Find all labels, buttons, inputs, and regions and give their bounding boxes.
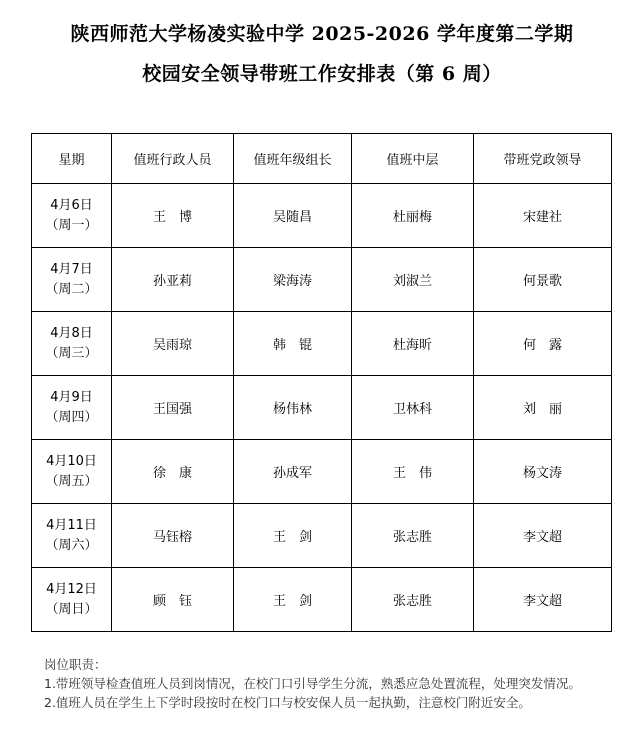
date-label: 4月6日 (50, 197, 93, 213)
party-leader-cell: 刘 丽 (474, 376, 612, 440)
title-line-1: 陕西师范大学杨凌实验中学 2025-2026 学年度第二学期 (70, 23, 574, 45)
date-label: 4月9日 (50, 389, 93, 405)
party-leader-cell: 何景歌 (474, 248, 612, 312)
header-grade-leader: 值班年级组长 (234, 134, 352, 184)
party-leader-cell: 宋建社 (474, 184, 612, 248)
middle-manager-cell: 刘淑兰 (352, 248, 474, 312)
middle-manager-cell: 张志胜 (352, 504, 474, 568)
grade-leader-cell: 吴随昌 (234, 184, 352, 248)
notes-item: 2.值班人员在学生上下学时段按时在校门口与校安保人员一起执勤，注意校门附近安全。 (44, 695, 531, 710)
grade-leader-cell: 杨伟林 (234, 376, 352, 440)
date-cell (32, 184, 112, 248)
duty-responsibilities (44, 655, 614, 712)
title-line-2: 校园安全领导带班工作安排表（第 6 周） (142, 63, 502, 85)
admin-staff-cell: 王国强 (112, 376, 234, 440)
grade-leader-cell: 韩 锟 (234, 312, 352, 376)
date-label: 4月11日 (46, 517, 97, 533)
date-label: 4月7日 (50, 261, 93, 277)
admin-staff-cell: 孙亚莉 (112, 248, 234, 312)
date-cell (32, 248, 112, 312)
table-row (32, 376, 612, 440)
admin-staff-cell: 吴雨琼 (112, 312, 234, 376)
table-header-row (32, 134, 612, 184)
grade-leader-cell: 孙成军 (234, 440, 352, 504)
weekday-label: （周四） (45, 409, 98, 425)
date-label: 4月12日 (46, 581, 97, 597)
header-middle-manager: 值班中层 (352, 134, 474, 184)
notes-heading: 岗位职责： (44, 657, 107, 672)
weekday-label: （周六） (45, 537, 98, 553)
weekday-label: （周三） (45, 345, 98, 361)
weekday-label: （周二） (45, 281, 98, 297)
admin-staff-cell: 王 博 (112, 184, 234, 248)
middle-manager-cell: 卫林科 (352, 376, 474, 440)
header-admin-staff: 值班行政人员 (112, 134, 234, 184)
weekday-label: （周日） (45, 601, 98, 617)
table-row (32, 568, 612, 632)
table-row (32, 504, 612, 568)
admin-staff-cell: 顾 钰 (112, 568, 234, 632)
date-cell (32, 440, 112, 504)
duty-schedule-table (31, 133, 612, 632)
middle-manager-cell: 杜丽梅 (352, 184, 474, 248)
admin-staff-cell: 徐 康 (112, 440, 234, 504)
date-cell (32, 312, 112, 376)
table-row (32, 184, 612, 248)
document-title (0, 14, 644, 94)
notes-item: 1.带班领导检查值班人员到岗情况，在校门口引导学生分流，熟悉应急处置流程，处理突发情况。 (44, 676, 581, 691)
middle-manager-cell: 杜海昕 (352, 312, 474, 376)
header-party-leader: 带班党政领导 (474, 134, 612, 184)
table-row (32, 312, 612, 376)
header-weekday: 星期 (32, 134, 112, 184)
date-label: 4月10日 (46, 453, 97, 469)
weekday-label: （周五） (45, 473, 98, 489)
date-cell (32, 568, 112, 632)
party-leader-cell: 杨文涛 (474, 440, 612, 504)
grade-leader-cell: 王 剑 (234, 568, 352, 632)
date-label: 4月8日 (50, 325, 93, 341)
weekday-label: （周一） (45, 217, 98, 233)
grade-leader-cell: 王 剑 (234, 504, 352, 568)
party-leader-cell: 李文超 (474, 568, 612, 632)
table-row (32, 440, 612, 504)
admin-staff-cell: 马钰榕 (112, 504, 234, 568)
date-cell (32, 504, 112, 568)
party-leader-cell: 李文超 (474, 504, 612, 568)
party-leader-cell: 何 露 (474, 312, 612, 376)
middle-manager-cell: 王 伟 (352, 440, 474, 504)
middle-manager-cell: 张志胜 (352, 568, 474, 632)
table-row (32, 248, 612, 312)
date-cell (32, 376, 112, 440)
grade-leader-cell: 梁海涛 (234, 248, 352, 312)
